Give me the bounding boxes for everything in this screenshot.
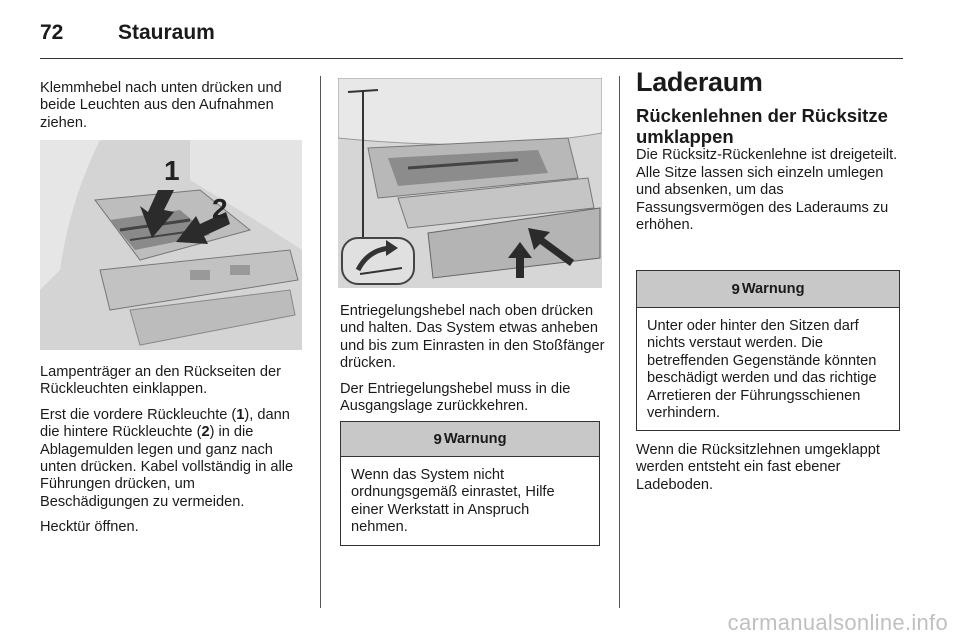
paragraph-lever-return: Der Entriegelungshebel muss in die Ausgangslage zurückkehren. (340, 380, 571, 415)
callout-2: 2 (212, 193, 228, 224)
text-segment: ), dann die hintere Rückleuchte ( (40, 406, 290, 441)
ref-1: 1 (236, 406, 245, 423)
warning-text: Unter oder hinter den Sitzen darf nichts verstaut werden. Die betreffenden Gegenstände könnten beschädigt werden und das richtige Arretieren der Führungsschienen verhindern. (647, 318, 877, 422)
column-divider-1 (320, 76, 321, 608)
header-rule (40, 58, 903, 59)
column-divider-2 (619, 76, 620, 608)
warning-box-system (340, 421, 600, 546)
page-number: 72 (40, 21, 64, 44)
warning-header (341, 422, 599, 457)
column-3-lower (636, 442, 902, 502)
paragraph-taillight-order (40, 407, 306, 511)
section-heading: Laderaum (636, 67, 763, 97)
page-header (40, 18, 215, 48)
warning-title: Warnung (443, 431, 507, 447)
page-title: Stauraum (118, 21, 215, 44)
warning-symbol: 9 (433, 430, 442, 448)
paragraph-flat-floor: Wenn die Rücksitzlehnen umgeklappt werden entsteht ein fast ebener Ladeboden. (636, 442, 880, 493)
text-segment: ) in die Ablagemulden legen und ganz nach unten drücken. Kabel vollständig in alle Führungen drücken, um Beschädigungen zu vermeiden. (40, 424, 294, 510)
intro-paragraph: Klemmhebel nach unten drücken und beide Leuchten aus den Aufnahmen ziehen. (40, 80, 282, 131)
bumper-figure (338, 78, 602, 288)
paragraph-lamp-carrier: Lampenträger an den Rückseiten der Rückleuchten einklappen. (40, 364, 281, 398)
subsection-heading: Rückenlehnen der Rücksitze umklappen (636, 105, 888, 148)
warning-symbol: 9 (731, 280, 740, 298)
column-2 (340, 303, 606, 423)
callout-1: 1 (164, 155, 180, 186)
warning-box-seats (636, 270, 900, 431)
paragraph-seat-backrest: Die Rücksitz-Rückenlehne ist dreigeteilt. Alle Sitze lassen sich einzeln umlegen und absenken, um das Fassungsvermögen des Laderaums zu erhöhen. (636, 147, 898, 234)
text-segment: Erst die vordere Rückleuchte ( (40, 406, 237, 423)
taillight-figure (40, 140, 302, 350)
column-1 (40, 80, 306, 140)
bumper-illustration (338, 78, 602, 288)
taillight-illustration (40, 140, 302, 350)
column-3 (636, 67, 902, 242)
paragraph-release-lever: Entriegelungshebel nach oben drücken und halten. Das System etwas anheben und bis zum Einrasten in den Stoßfänger drücken. (340, 303, 605, 372)
paragraph-open-tailgate: Hecktür öffnen. (40, 519, 139, 536)
watermark-text: carmanualsonline.info (727, 610, 948, 635)
column-1-lower (40, 364, 306, 545)
warning-title: Warnung (741, 281, 805, 297)
ref-2: 2 (201, 424, 210, 441)
warning-text: Wenn das System nicht ordnungsgemäß einrastet, Hilfe einer Werkstatt in Anspruch nehmen. (351, 467, 555, 536)
warning-header (637, 271, 899, 308)
